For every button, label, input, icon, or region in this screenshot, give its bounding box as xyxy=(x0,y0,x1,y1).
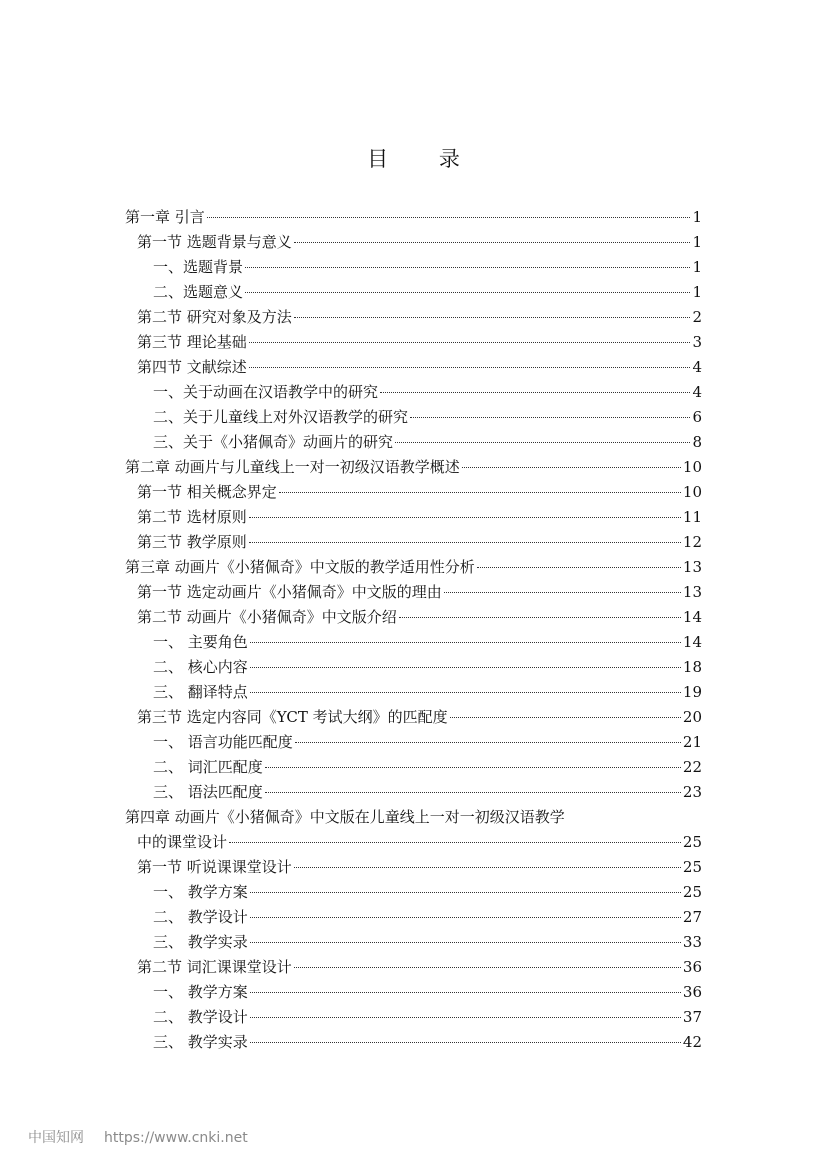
toc-entry[interactable] xyxy=(125,830,702,855)
toc-entry[interactable] xyxy=(125,955,702,980)
toc-entry-label: 三、 教学实录 xyxy=(153,1033,248,1051)
toc-leader-dots xyxy=(250,1016,681,1018)
toc-entry-label: 第二章 动画片与儿童线上一对一初级汉语教学概述 xyxy=(125,458,460,476)
toc-leader-dots xyxy=(294,866,681,868)
toc-page-number: 21 xyxy=(682,733,702,751)
toc-leader-dots xyxy=(250,891,681,893)
toc-entry-label: 第二节 词汇课课堂设计 xyxy=(137,958,292,976)
toc-entry-label: 二、 词汇匹配度 xyxy=(153,758,263,776)
toc-entry[interactable] xyxy=(125,380,702,405)
toc-entry-label: 二、 核心内容 xyxy=(153,658,248,676)
toc-entry-label: 二、 教学设计 xyxy=(153,1008,248,1026)
toc-page-number: 36 xyxy=(682,983,702,1001)
toc-page-number: 1 xyxy=(692,208,702,226)
toc-page-number: 27 xyxy=(682,908,702,926)
toc-page-number: 1 xyxy=(692,258,702,276)
toc-leader-dots xyxy=(477,566,681,568)
toc-entry[interactable] xyxy=(125,730,702,755)
toc-page-number: 13 xyxy=(682,558,702,576)
toc-leader-dots xyxy=(265,766,681,768)
toc-entry-label: 三、 翻译特点 xyxy=(153,683,248,701)
toc-leader-dots xyxy=(249,516,681,518)
toc-entry[interactable] xyxy=(125,905,702,930)
toc-entry[interactable] xyxy=(125,930,702,955)
toc-entry-label: 第二节 选材原则 xyxy=(137,508,247,526)
toc-entry[interactable] xyxy=(125,655,702,680)
toc-leader-dots xyxy=(265,791,681,793)
toc-leader-dots xyxy=(450,716,681,718)
toc-entry-label: 第二节 动画片《小猪佩奇》中文版介绍 xyxy=(137,608,397,626)
toc-entry-label: 第三节 理论基础 xyxy=(137,333,247,351)
toc-entry-label: 三、 语法匹配度 xyxy=(153,783,263,801)
toc-entry[interactable] xyxy=(125,205,702,230)
toc-page-number: 36 xyxy=(682,958,702,976)
toc-entry-label: 第三节 选定内容同《YCT 考试大纲》的匹配度 xyxy=(137,708,448,726)
toc-page-number: 1 xyxy=(692,233,702,251)
toc-entry-label: 第一章 引言 xyxy=(125,208,205,226)
toc-leader-dots xyxy=(249,341,691,343)
toc-entry-label: 一、选题背景 xyxy=(153,258,244,276)
toc-leader-dots xyxy=(250,666,681,668)
toc-page-number: 37 xyxy=(682,1008,702,1026)
toc-leader-dots xyxy=(250,1041,681,1043)
toc-page-number: 3 xyxy=(692,333,702,351)
toc-entry-wrapped-line[interactable]: 第四章 动画片《小猪佩奇》中文版在儿童线上一对一初级汉语教学 xyxy=(125,808,565,826)
toc-leader-dots xyxy=(410,416,690,418)
toc-leader-dots xyxy=(444,591,681,593)
toc-leader-dots xyxy=(395,441,690,443)
toc-entry[interactable] xyxy=(125,680,702,705)
toc-entry-label: 第一节 选题背景与意义 xyxy=(137,233,292,251)
toc-entry-label: 二、关于儿童线上对外汉语教学的研究 xyxy=(153,408,409,426)
toc-page-number: 19 xyxy=(682,683,702,701)
toc-page-number: 8 xyxy=(692,433,702,451)
toc-entry[interactable] xyxy=(125,355,702,380)
toc-entry[interactable] xyxy=(125,705,702,730)
toc-entry-label: 一、 教学方案 xyxy=(153,983,248,1001)
toc-leader-dots xyxy=(380,391,690,393)
toc-page-number: 25 xyxy=(682,883,702,901)
toc-entry[interactable] xyxy=(125,855,702,880)
toc-leader-dots xyxy=(250,691,681,693)
toc-entry[interactable] xyxy=(125,305,702,330)
table-of-contents xyxy=(125,205,702,1055)
watermark xyxy=(28,1127,268,1147)
toc-entry[interactable] xyxy=(125,780,702,805)
toc-leader-dots xyxy=(229,841,681,843)
toc-entry[interactable] xyxy=(125,405,702,430)
page-title: 目 录 xyxy=(367,147,482,171)
toc-page-number: 14 xyxy=(682,633,702,651)
toc-leader-dots xyxy=(245,266,690,268)
toc-entry-label: 一、 语言功能匹配度 xyxy=(153,733,293,751)
toc-leader-dots xyxy=(399,616,681,618)
toc-entry[interactable] xyxy=(125,605,702,630)
toc-entry-label: 第一节 相关概念界定 xyxy=(137,483,277,501)
toc-entry[interactable] xyxy=(125,480,702,505)
toc-entry[interactable] xyxy=(125,455,702,480)
toc-entry-label: 第三节 教学原则 xyxy=(137,533,247,551)
toc-entry[interactable] xyxy=(125,630,702,655)
toc-leader-dots xyxy=(294,316,691,318)
watermark-url: https://www.cnki.net xyxy=(104,1130,248,1146)
toc-page-number: 25 xyxy=(682,833,702,851)
toc-page-number: 23 xyxy=(682,783,702,801)
toc-page-number: 22 xyxy=(682,758,702,776)
toc-entry-label: 第三章 动画片《小猪佩奇》中文版的教学适用性分析 xyxy=(125,558,475,576)
toc-leader-dots xyxy=(250,991,681,993)
toc-page-number: 14 xyxy=(682,608,702,626)
toc-entry-label: 第四节 文献综述 xyxy=(137,358,247,376)
toc-page-number: 12 xyxy=(682,533,702,551)
toc-leader-dots xyxy=(294,241,691,243)
toc-page-number: 10 xyxy=(682,458,702,476)
toc-entry-label: 三、关于《小猪佩奇》动画片的研究 xyxy=(153,433,394,451)
toc-entry[interactable] xyxy=(125,530,702,555)
toc-page-number: 4 xyxy=(692,383,702,401)
toc-entry-label: 第一节 听说课课堂设计 xyxy=(137,858,292,876)
toc-entry-label: 三、 教学实录 xyxy=(153,933,248,951)
toc-entry-label: 二、 教学设计 xyxy=(153,908,248,926)
toc-page-number: 2 xyxy=(692,308,702,326)
toc-page-number: 20 xyxy=(682,708,702,726)
toc-entry[interactable] xyxy=(125,430,702,455)
toc-leader-dots xyxy=(249,541,681,543)
toc-leader-dots xyxy=(250,916,681,918)
toc-page-number: 10 xyxy=(682,483,702,501)
toc-entry[interactable] xyxy=(125,880,702,905)
toc-entry[interactable] xyxy=(125,580,702,605)
watermark-brand: 中国知网 xyxy=(28,1130,84,1146)
toc-entry-label: 中的课堂设计 xyxy=(137,833,228,851)
toc-entry-label: 二、选题意义 xyxy=(153,283,244,301)
toc-entry[interactable] xyxy=(125,755,702,780)
toc-page-number: 33 xyxy=(682,933,702,951)
toc-entry[interactable] xyxy=(125,330,702,355)
toc-entry[interactable] xyxy=(125,255,702,280)
toc-entry[interactable] xyxy=(125,980,702,1005)
toc-leader-dots xyxy=(249,366,691,368)
toc-leader-dots xyxy=(250,641,681,643)
toc-entry-label: 一、 教学方案 xyxy=(153,883,248,901)
toc-entry[interactable] xyxy=(125,230,702,255)
toc-entry-label: 第一节 选定动画片《小猪佩奇》中文版的理由 xyxy=(137,583,442,601)
toc-entry[interactable] xyxy=(125,555,702,580)
toc-leader-dots xyxy=(207,216,691,218)
toc-page-number: 11 xyxy=(682,508,702,526)
toc-leader-dots xyxy=(250,941,681,943)
toc-leader-dots xyxy=(462,466,681,468)
toc-page-number: 42 xyxy=(682,1033,702,1051)
toc-leader-dots xyxy=(294,966,681,968)
toc-page-number: 25 xyxy=(682,858,702,876)
toc-entry-label: 第二节 研究对象及方法 xyxy=(137,308,292,326)
toc-leader-dots xyxy=(279,491,681,493)
toc-page-number: 6 xyxy=(692,408,702,426)
toc-page-number: 13 xyxy=(682,583,702,601)
toc-entry-label: 一、 主要角色 xyxy=(153,633,248,651)
toc-page-number: 4 xyxy=(692,358,702,376)
toc-entry[interactable] xyxy=(125,1005,702,1030)
toc-entry[interactable] xyxy=(125,280,702,305)
toc-leader-dots xyxy=(295,741,681,743)
toc-leader-dots xyxy=(245,291,690,293)
toc-entry[interactable] xyxy=(125,505,702,530)
toc-entry-label: 一、关于动画在汉语教学中的研究 xyxy=(153,383,379,401)
toc-page-number: 1 xyxy=(692,283,702,301)
toc-page-number: 18 xyxy=(682,658,702,676)
toc-entry[interactable] xyxy=(125,1030,702,1055)
